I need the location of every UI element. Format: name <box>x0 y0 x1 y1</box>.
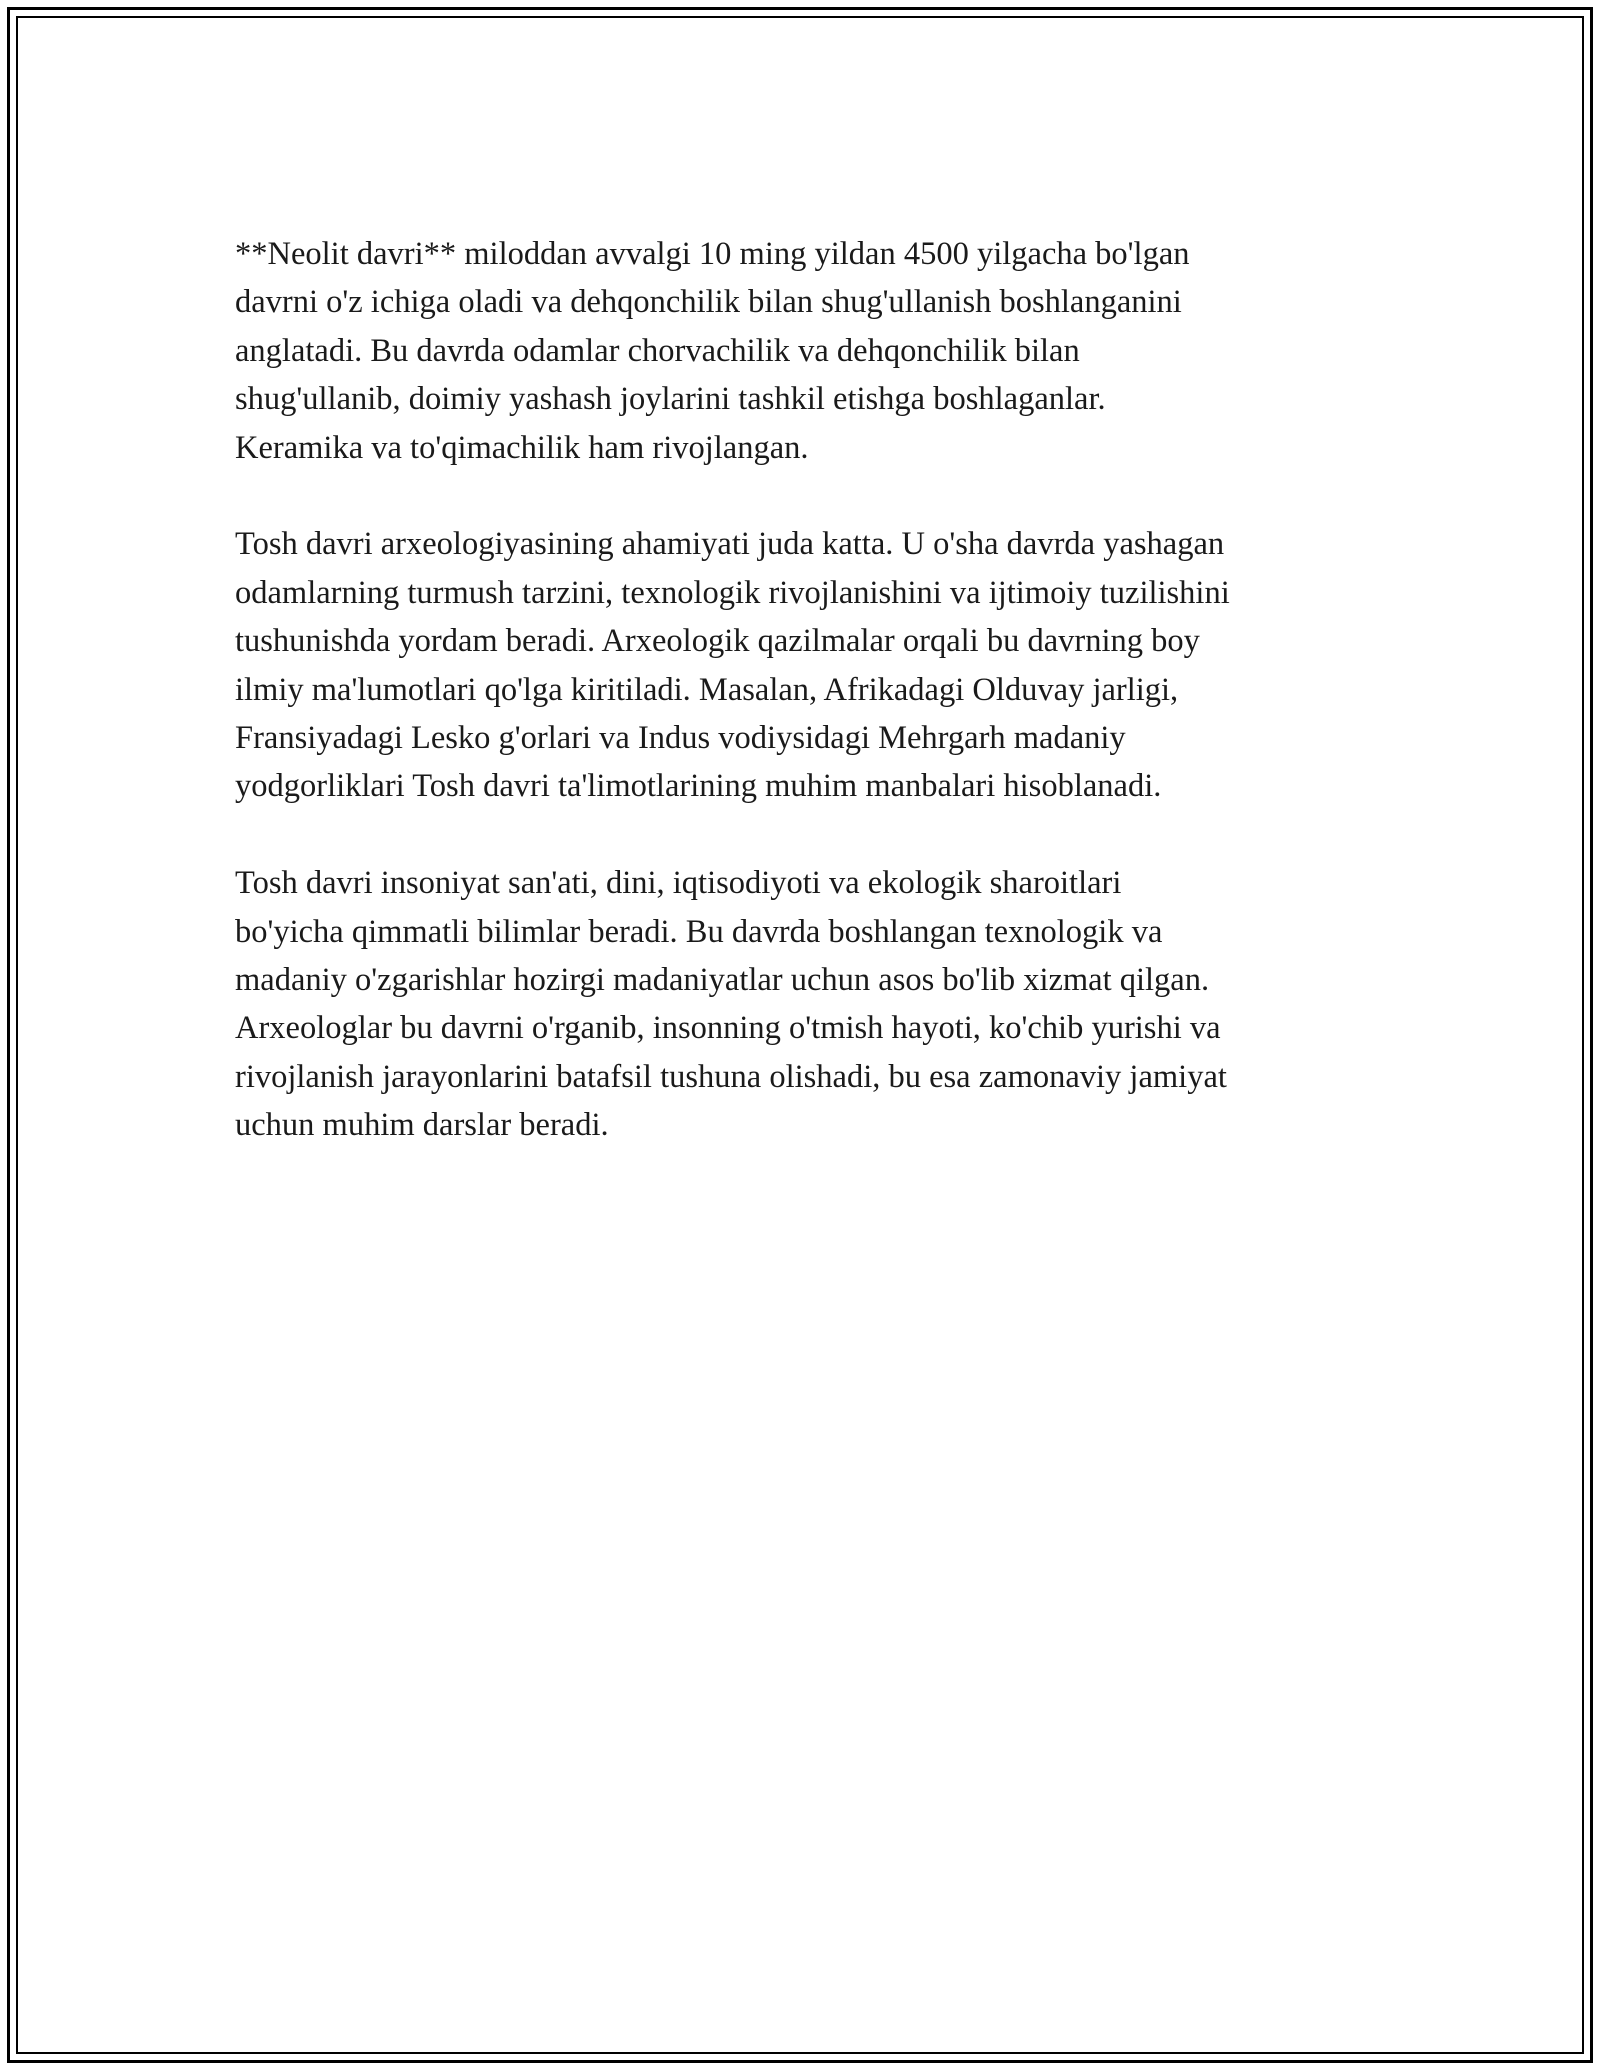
text-line: madaniy o'zgarishlar hozirgi madaniyatlar uchun asos bo'lib xizmat qilgan. <box>235 962 1210 999</box>
text-line: rivojlanish jarayonlarini batafsil tushuna olishadi, bu esa zamonaviy jamiyat <box>235 1058 1227 1095</box>
text-line: **Neolit davri** miloddan avvalgi 10 ming yildan 4500 yilgacha bo'lgan <box>235 236 1190 272</box>
text-line: davrni o'z ichiga oladi va dehqonchilik bilan shug'ullanish boshlanganini <box>235 284 1182 321</box>
document-body <box>235 230 1385 1198</box>
text-line: Keramika va to'qimachilik ham rivojlangan. <box>235 429 809 466</box>
paragraph-neolit <box>235 230 1385 472</box>
text-line: anglatadi. Bu davrda odamlar chorvachilik va dehqonchilik bilan <box>235 332 1080 369</box>
text-line: Tosh davri arxeologiyasining ahamiyati juda katta. U o'sha davrda yashagan <box>235 526 1225 563</box>
text-line: tushunishda yordam beradi. Arxeologik qazilmalar orqali bu davrning boy <box>235 623 1200 660</box>
text-line: uchun muhim darslar beradi. <box>235 1107 609 1144</box>
text-line: shug'ullanib, doimiy yashash joylarini tashkil etishga boshlaganlar. <box>235 381 1106 418</box>
text-line: Tosh davri insoniyat san'ati, dini, iqtisodiyoti va ekologik sharoitlari <box>235 865 1122 902</box>
text-line: Fransiyadagi Lesko g'orlari va Indus vodiysidagi Mehrgarh madaniy <box>235 720 1126 757</box>
paragraph-importance <box>235 520 1385 810</box>
paragraph-knowledge <box>235 859 1385 1149</box>
text-line: Arxeologlar bu davrni o'rganib, insonning o'tmish hayoti, ko'chib yurishi va <box>235 1010 1221 1047</box>
text-line: yodgorliklari Tosh davri ta'limotlarining muhim manbalari hisoblanadi. <box>235 768 1162 805</box>
text-line: odamlarning turmush tarzini, texnologik rivojlanishini va ijtimoiy tuzilishini <box>235 574 1230 611</box>
text-line: ilmiy ma'lumotlari qo'lga kiritiladi. Masalan, Afrikadagi Olduvay jarligi, <box>235 671 1179 708</box>
text-line: bo'yicha qimmatli bilimlar beradi. Bu davrda boshlangan texnologik va <box>235 913 1163 950</box>
